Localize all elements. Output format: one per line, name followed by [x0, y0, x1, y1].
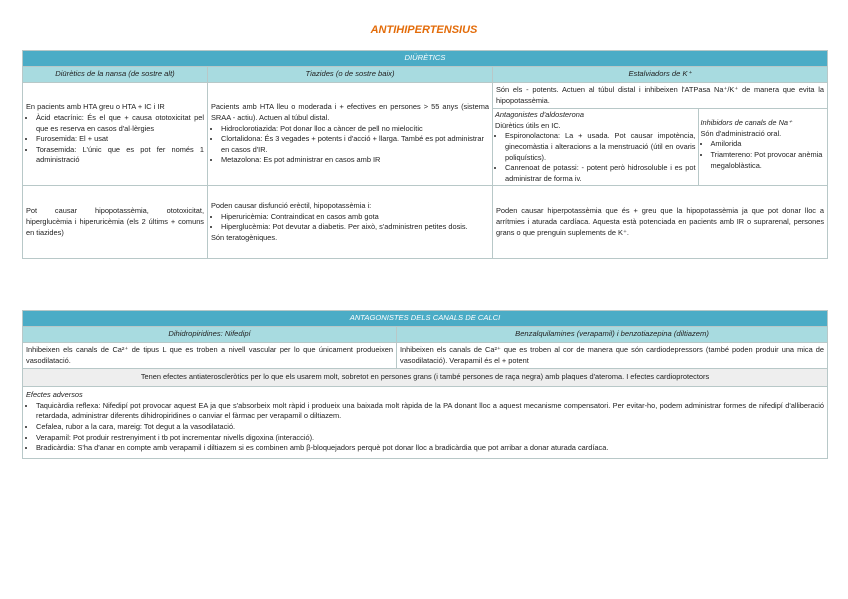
k-sparing-intro: Són els - potents. Actuen al túbul distal i inhibeixen l'ATPasa Na⁺/K⁺ de manera que evita la hipopotassèmia.: [493, 83, 828, 109]
diuretics-table: [22, 50, 828, 259]
k-sparing-adverse-effects: Poden causar hiperpotassèmia que és + greu que la hipopotassèmia ja que pot donar lloc a arrítmies i aturada cardíaca. Aquesta està potenciada en pacients amb IR o suprarenal, persones grans o que prenguin suplements de K⁺.: [493, 186, 828, 259]
list-item: • Àcid etacrínic: És el que + causa ototoxicitat pel que es reserva en casos d'al·lèrgies: [36, 113, 204, 134]
thiazides-intro: Pacients amb HTA lleu o moderada i + efectives en persones > 55 anys (sistema SRAA - actiu). Actuen al túbul distal.: [211, 102, 489, 122]
k-sparing-subcells: [493, 109, 828, 186]
loop-diuretics-cell: [23, 83, 208, 186]
list-item: • Metazolona: Es pot administrar en casos amb IR: [221, 155, 489, 166]
na-inhibitors-intro: Són d'administració oral.: [700, 128, 782, 138]
list-item: • Triamterenо: Pot provocar anèmia megaloblàstica.: [711, 150, 827, 171]
calcium-header: ANTAGONISTES DELS CANALS DE CALCI: [23, 311, 828, 327]
list-item: • Furosemida: El + usat: [36, 134, 204, 145]
list-item: • Cefalea, rubor a la cara, mareig: Tot degut a la vasodilatació.: [36, 422, 824, 433]
list-item: • Hidroclorotiazida: Pot donar lloc a càncer de pell no mielocític: [221, 124, 489, 135]
aldosterone-intro: Diürètics útils en IC.: [495, 120, 561, 130]
benzalkylamines-cell: Inhibeixen els canals de Ca²⁺ que es troben al cor de manera que són cardiodepressors (també poden produir una mica de vasodilatació). Verapamil és el + potent: [397, 343, 828, 369]
thiazides-adverse-effects: [208, 186, 493, 259]
loop-adverse-effects: Pot causar hipopotassèmia, ototoxicitat, hiperglucèmia i hiperuricèmia (els 2 últims + comuns en tiazides): [23, 186, 208, 259]
aldosterone-antagonists: [493, 109, 698, 185]
thiazides-adverse-intro: Poden causar disfunció erèctil, hipopotassèmia i:: [211, 201, 372, 211]
list-item: • Amilorida: [711, 139, 827, 150]
common-effects: Tenen efectes antiateroscleròtics per lo que els usarem molt, sobretot en persones grans (i també persones de raça negra) amb plaques d'ateroma. I efectes cardioprotectors: [23, 369, 828, 387]
list-item: • Bradicàrdia: S'ha d'anar en compte amb verapamil i diltiazem si es combinen amb β-bloquejadors perquè pot donar lloc a bradicàrdia que pot arribar a donar aturada cardíaca.: [36, 443, 824, 454]
aldosterone-title: Antagonistes d'aldosterona: [495, 110, 584, 120]
dihydropyridines-cell: Inhibeixen els canals de Ca²⁺ de tipus L que es troben a nivell vascular per lo que únicament produeixen vasodilatació.: [23, 343, 397, 369]
calcium-antagonists-table: [22, 310, 828, 459]
col-loop-diuretics: Diürètics de la nansa (de sostre alt): [23, 67, 208, 83]
list-item: • Taquicàrdia reflexa: Nifedipí pot provocar aquest EA ja que s'absorbeix molt ràpid i produeix una baixada molt ràpida de la PA donant lloc a aquest mecanisme compensatori. Per evitar-ho, podem administrar formes de nifedipí d'alliberació retardada, administrar diferents dihidropiridines o canviar el fàrmac per verapamil o diltiazem.: [36, 401, 824, 422]
na-channel-inhibitors: [698, 109, 828, 185]
thiazides-teratogenic: Són teratogèniques.: [211, 232, 278, 242]
list-item: • Verapamil: Pot produir restrenyiment i tb pot incrementar nivells digoxina (interacció).: [36, 433, 824, 444]
adverse-title: Efectes adversos: [26, 390, 83, 400]
list-item: • Torasemida: L'únic que es pot fer només 1 administració: [36, 145, 204, 166]
list-item: • Clortalidona: És 3 vegades + potents i d'acció + llarga. També es pot administrar en casos d'IR.: [221, 134, 489, 155]
na-inhibitors-title: Inhibidors de canals de Na⁺: [700, 118, 792, 128]
col-k-sparing: Estalviadors de K⁺: [493, 67, 828, 83]
thiazides-cell: [208, 83, 493, 186]
col-thiazides: Tiazides (o de sostre baix): [208, 67, 493, 83]
list-item: • Canrenoat de potassi: - potent però hidrosoluble i es pot administrar de forma iv.: [505, 163, 696, 184]
list-item: • Hiperuricèmia: Contraindicat en casos amb gota: [221, 212, 489, 223]
col-dihydropyridines: Dihidropiridines: Nifedipí: [23, 327, 397, 343]
page-title: ANTIHIPERTENSIUS: [370, 24, 478, 36]
diuretics-header: DIÜRÈTICS: [23, 51, 828, 67]
list-item: • Espironolactona: La + usada. Pot causar impotència, ginecomàstia i alteracions a la menstruació (útil en ovaris poliquístics).: [505, 131, 696, 163]
loop-intro: En pacients amb HTA greu o HTA + IC i IR: [26, 102, 165, 112]
col-benzalkylamines: Benzalquilamines (verapamil) i benzotiazepina (diltiazem): [397, 327, 828, 343]
list-item: • Hiperglucèmia: Pot devutar a diabetis. Per això, s'administren petites dosis.: [221, 222, 489, 233]
adverse-effects-cell: [23, 387, 828, 459]
